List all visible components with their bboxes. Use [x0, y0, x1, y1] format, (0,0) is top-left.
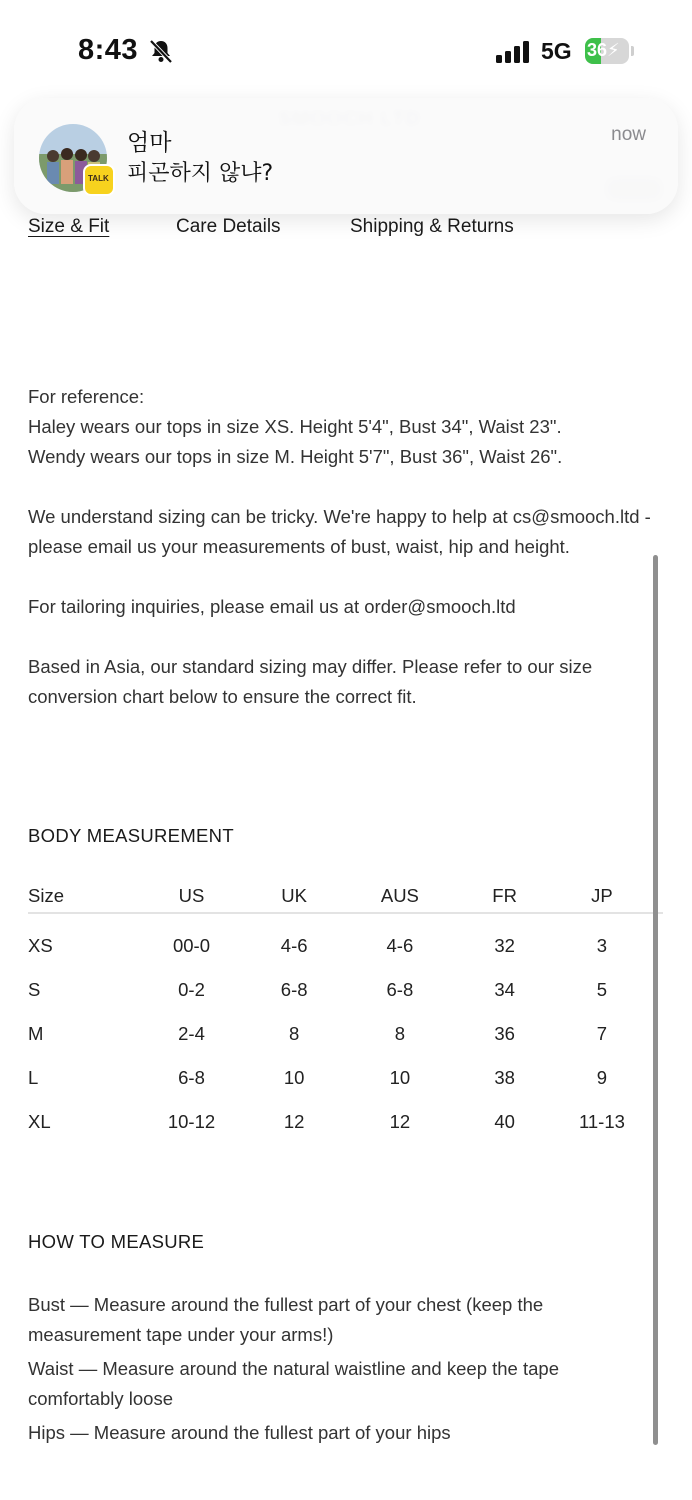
table-cell: 6-8: [280, 979, 308, 1000]
tab-size-fit[interactable]: Size & Fit: [28, 216, 110, 237]
reference-heading: For reference:: [28, 386, 145, 407]
table-cell: 10: [389, 1067, 411, 1088]
table-cell: 38: [494, 1067, 515, 1088]
reference-wendy: Wendy wears our tops in size M. Height 5'7", Bust 36", Waist 26".: [28, 446, 563, 467]
table-row: [28, 913, 663, 968]
status-time: 8:43: [78, 34, 139, 66]
kakaotalk-notification[interactable]: [14, 98, 678, 214]
how-to-measure-list: [28, 1290, 648, 1452]
table-cell: 0-2: [178, 979, 205, 1000]
cellular-signal-icon: [496, 40, 532, 64]
table-cell: 00-0: [172, 935, 211, 956]
table-cell: 4-6: [386, 935, 414, 956]
table-cell: 34: [494, 979, 515, 1000]
column-header: UK: [257, 880, 332, 913]
table-cell: 8: [394, 1023, 406, 1044]
column-header: JP: [541, 880, 663, 913]
table-cell: 9: [596, 1067, 608, 1088]
column-header: AUS: [331, 880, 468, 913]
table-row: [28, 1012, 663, 1056]
column-header: Size: [28, 880, 126, 913]
reference-haley: Haley wears our tops in size XS. Height 5'4", Bust 34", Waist 23".: [28, 416, 562, 437]
body-measurement-title: BODY MEASUREMENT: [28, 825, 234, 846]
table-cell: 12: [389, 1111, 411, 1132]
asia-sizing-text: Based in Asia, our standard sizing may differ. Please refer to our size conversion chart below to ensure the correct fit.: [28, 656, 593, 707]
table-cell: M: [28, 1023, 44, 1044]
table-cell: 6-8: [386, 979, 414, 1000]
table-cell: S: [28, 979, 41, 1000]
table-cell: 10: [283, 1067, 305, 1088]
battery-icon: [585, 38, 635, 64]
table-cell: 40: [494, 1111, 515, 1132]
notification-message: 피곤하지 않냐?: [127, 161, 274, 186]
measure-waist: Waist — Measure around the natural waistline and keep the tape comfortably loose: [28, 1358, 559, 1409]
column-header: FR: [468, 880, 541, 913]
table-cell: 4-6: [280, 935, 308, 956]
notification-time: now: [611, 124, 646, 145]
table-row: [28, 968, 663, 1012]
table-row: [28, 1100, 663, 1144]
help-text: We understand sizing can be tricky. We're happy to help at cs@smooch.ltd - please email us your measurements of bust, waist, hip and height.: [28, 506, 651, 557]
table-cell: 10-12: [167, 1111, 216, 1132]
scrollbar[interactable]: [653, 555, 658, 1445]
table-cell: 8: [289, 1023, 300, 1044]
app-badge-label: TALK: [88, 174, 109, 183]
table-header-row: [28, 880, 663, 913]
tailoring-text: For tailoring inquiries, please email us at order@smooch.ltd: [28, 596, 516, 617]
network-type: 5G: [541, 38, 572, 64]
table-row: [28, 1056, 663, 1100]
size-conversion-table: [28, 880, 663, 1144]
table-cell: 32: [494, 935, 515, 956]
size-fit-content: [28, 382, 658, 712]
table-cell: 36: [494, 1023, 515, 1044]
table-cell: XS: [28, 935, 53, 956]
measure-bust: Bust — Measure around the fullest part of your chest (keep the measurement tape under your arms!): [28, 1294, 544, 1345]
how-to-measure-title: HOW TO MEASURE: [28, 1231, 205, 1252]
notification-sender: 엄마: [127, 130, 172, 156]
table-cell: XL: [28, 1111, 51, 1132]
bell-muted-icon: [148, 38, 174, 64]
table-cell: 7: [596, 1023, 608, 1044]
battery-tip: [631, 46, 634, 56]
table-cell: 3: [596, 935, 608, 956]
table-cell: 6-8: [178, 1067, 205, 1088]
battery-level: 36: [587, 40, 608, 60]
status-bar: [0, 0, 692, 100]
charging-bolt-icon: ⚡: [607, 40, 620, 60]
table-cell: 2-4: [178, 1023, 205, 1044]
table-cell: 5: [596, 979, 608, 1000]
column-header: US: [126, 880, 257, 913]
table-cell: L: [28, 1067, 39, 1088]
table-cell: 12: [283, 1111, 305, 1132]
table-cell: 11-13: [578, 1111, 625, 1132]
tab-care-details[interactable]: Care Details: [176, 216, 281, 237]
kakaotalk-icon: [83, 164, 115, 196]
measure-hips: Hips — Measure around the fullest part of your hips: [28, 1422, 451, 1443]
tab-shipping-returns[interactable]: Shipping & Returns: [350, 216, 514, 237]
